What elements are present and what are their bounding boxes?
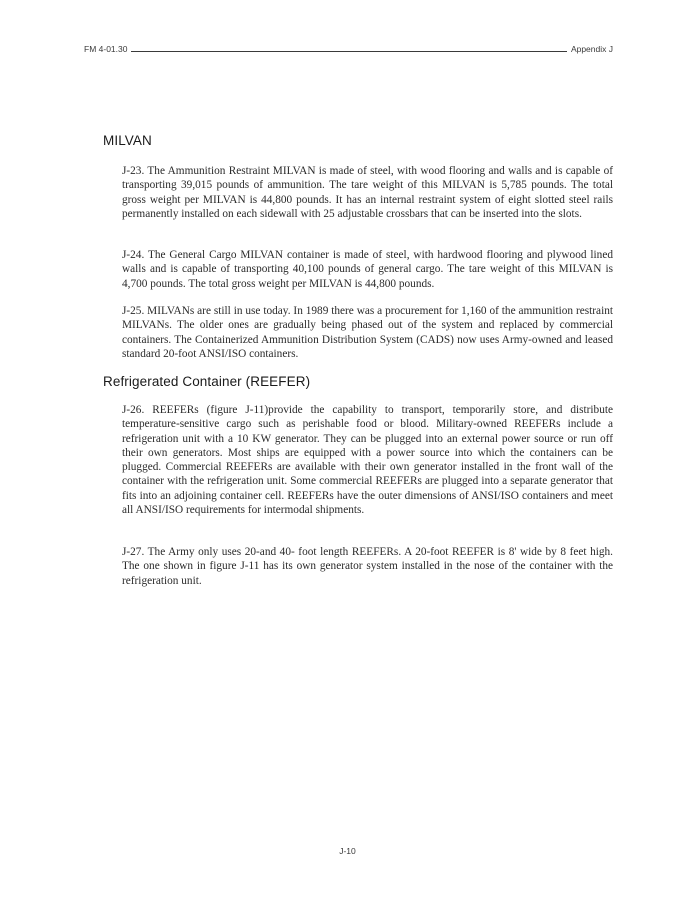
- paragraph-j-25: J-25. MILVANs are still in use today. In 1989 there was a procurement for 1,160 of the ammunition restraint MILVANs. The older ones are gradually being phased out of the system and replaced by commercial containers. The Containerized Ammunition Distribution System (CADS) now uses Army-owned and leased standard 20-foot ANSI/ISO containers.: [122, 305, 613, 360]
- page-number: J-10: [339, 846, 356, 856]
- paragraph-j-26: J-26. REEFERs (figure J-11)provide the capability to transport, temporarily store, and distribute temperature-sensitive cargo such as perishable food or blood. Military-owned REEFERs include a refrigeration unit with a 10 KW generator. They can be plugged into an external power source or run off their own generators. Most ships are equipped with a power source into which the containers can be plugged. Commercial REEFERs are available with their own generator installed in the front wall of the container with the refrigeration unit. Some commercial REEFERs are plugged into a separate generator that fits into an adjoining container cell. REEFERs have the outer dimensions of ANSI/ISO containers and meet all ANSI/ISO requirements for intermodal shipments.: [122, 404, 613, 517]
- running-header: [84, 40, 613, 54]
- header-manual-number: FM 4-01.30: [84, 44, 128, 54]
- paragraph-j-23: J-23. The Ammunition Restraint MILVAN is made of steel, with wood flooring and walls and is capable of transporting 39,015 pounds of ammunition. The tare weight of this MILVAN is 5,785 pounds. The total gross weight per MILVAN is 44,800 pounds. It has an internal restraint system of eight slotted steel rails permanently installed on each sidewall with 25 adjustable crossbars that can be inserted into the slots.: [122, 165, 613, 220]
- section-heading-reefer: Refrigerated Container (REEFER): [103, 374, 311, 389]
- section-heading-milvan: MILVAN: [103, 133, 152, 148]
- header-rule: [131, 51, 566, 52]
- header-appendix-title: Appendix J: [570, 44, 613, 54]
- paragraph-j-24: J-24. The General Cargo MILVAN container is made of steel, with hardwood flooring and plywood lined walls and is capable of transporting 40,100 pounds of general cargo. The tare weight of this MILVAN is 4,700 pounds. The total gross weight per MILVAN is 44,800 pounds.: [122, 249, 613, 290]
- paragraph-j-27: J-27. The Army only uses 20-and 40- foot length REEFERs. A 20-foot REEFER is 8' wide by 8 feet high. The one shown in figure J-11 has its own generator system installed in the nose of the container with the refrigeration unit.: [122, 546, 613, 587]
